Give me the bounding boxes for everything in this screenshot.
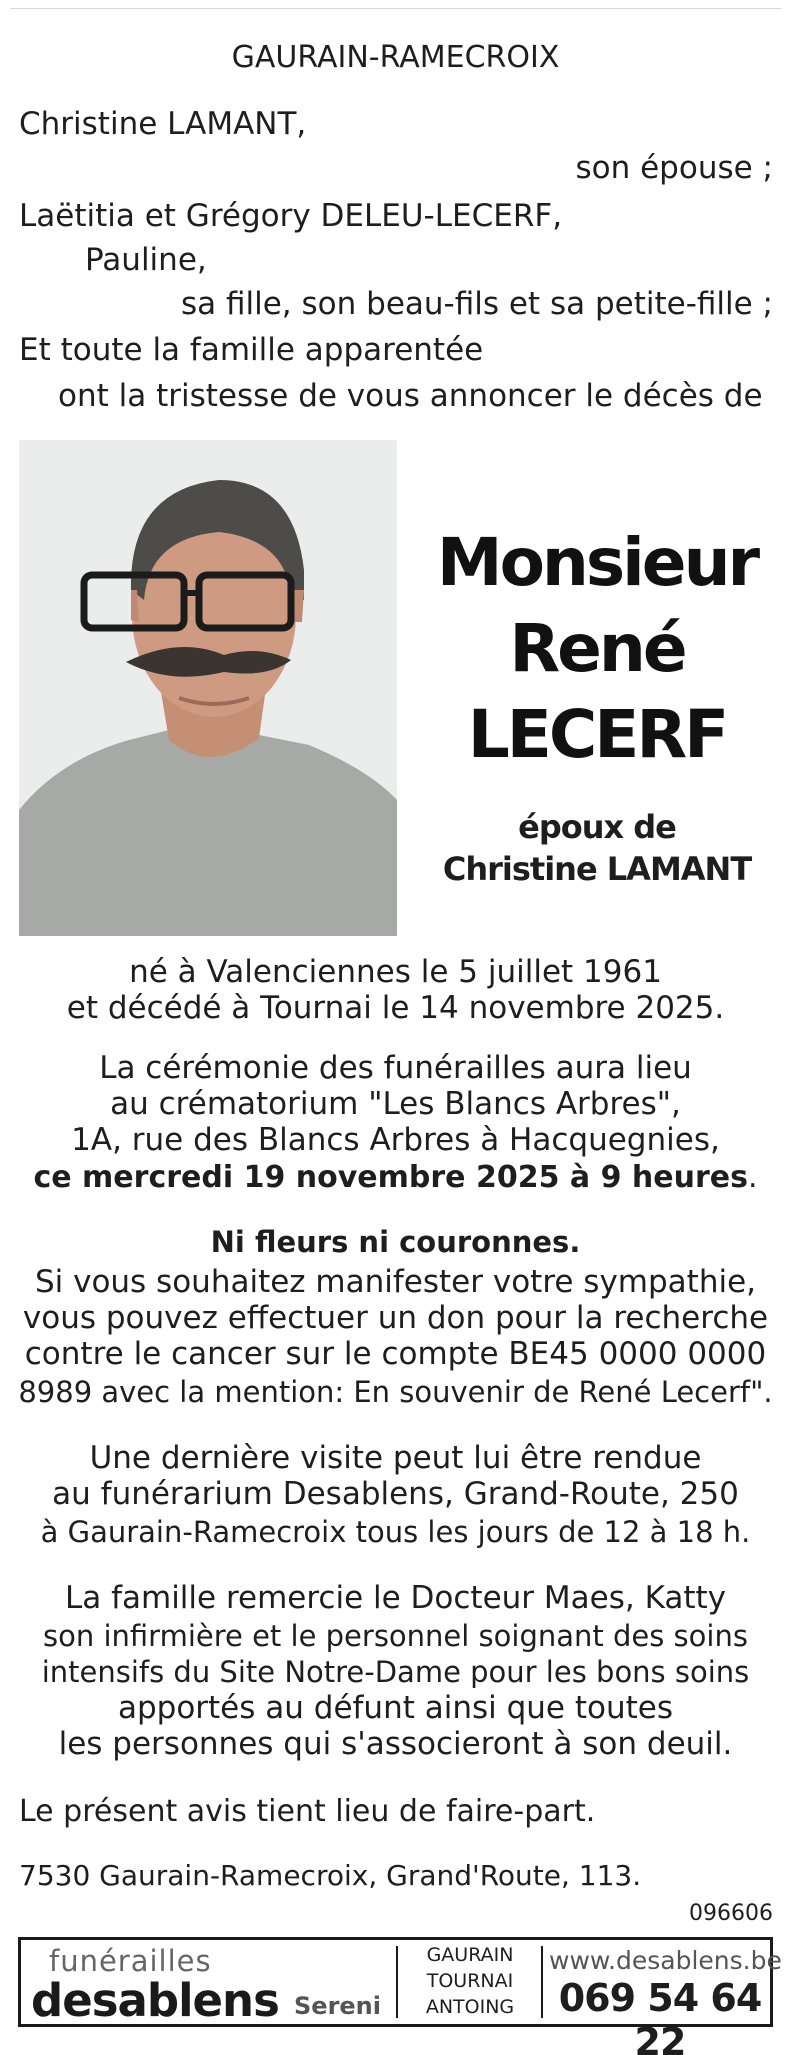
donation-line-3: contre le cancer sur le compte BE45 0000 0000	[24, 1336, 767, 1372]
flowers-notice: Ni fleurs ni couronnes.	[210, 1225, 581, 1259]
family-line-relatives: Et toute la famille apparentée	[19, 332, 484, 368]
deceased-first-name: René	[509, 610, 685, 687]
visit-line-2: au funérarium Desablens, Grand-Route, 250	[52, 1476, 739, 1512]
family-line-spouse-role: son épouse ;	[575, 150, 773, 186]
deceased-name-block	[418, 520, 776, 778]
brand-main-text: desablens	[31, 1974, 279, 2027]
donation-line-1: Si vous souhaitez manifester votre sympathie,	[34, 1264, 757, 1300]
ceremony-line-1: La cérémonie des funérailles aura lieu	[99, 1050, 692, 1086]
header-city: GAURAIN-RAMECROIX	[231, 40, 560, 75]
town-tournai: TOURNAI	[426, 1970, 514, 1992]
visit-line-1: Une dernière visite peut lui être rendue	[89, 1440, 702, 1476]
ceremony-line-4	[0, 1160, 791, 1196]
visit-line-3: à Gaurain-Ramecroix tous les jours de 12 à 18 h.	[40, 1515, 751, 1549]
ceremony-line-3: 1A, rue des Blancs Arbres à Hacquegnies,	[71, 1122, 720, 1158]
notice-line: Le présent avis tient lieu de faire-part.	[19, 1794, 596, 1829]
banner-towns	[401, 1942, 539, 2020]
address-line: 7530 Gaurain-Ramecroix, Grand'Route, 113.	[19, 1859, 642, 1892]
donation-line-4: 8989 avec la mention: En souvenir de René Lecerf".	[18, 1375, 773, 1409]
thanks-line-4: apportés au défunt ainsi que toutes	[117, 1690, 674, 1726]
birth-line: né à Valenciennes le 5 juillet 1961	[129, 954, 662, 990]
family-line-grandchild: Pauline,	[85, 242, 207, 278]
spouse-block	[418, 806, 776, 890]
ceremony-date: ce mercredi 19 novembre 2025 à 9 heures	[33, 1160, 748, 1195]
reference-number: 096606	[689, 1901, 773, 1926]
death-line: et décédé à Tournai le 14 novembre 2025.	[66, 990, 725, 1026]
portrait-photo	[19, 440, 397, 936]
donation-line-2: vous pouvez effectuer un don pour la recherche	[22, 1300, 769, 1336]
thanks-line-5: les personnes qui s'associeront à son deuil.	[58, 1726, 733, 1762]
portrait-illustration	[19, 440, 397, 936]
banner-phone: 069 54 64 22	[558, 1976, 762, 2055]
brand-sub-text: Sereni	[294, 1992, 381, 2020]
banner-divider-1	[396, 1946, 398, 2018]
town-gaurain: GAURAIN	[426, 1944, 514, 1966]
town-antoing: ANTOING	[425, 1996, 515, 2018]
ceremony-date-end: .	[747, 1160, 758, 1195]
brand-top-text: funérailles	[49, 1944, 212, 1978]
family-line-children-role: sa fille, son beau-fils et sa petite-fille ;	[180, 286, 773, 322]
family-line-children: Laëtitia et Grégory DELEU-LECERF,	[19, 198, 563, 234]
thanks-line-3: intensifs du Site Notre-Dame pour les bons soins	[41, 1655, 750, 1689]
banner-website: www.desablens.be	[549, 1946, 782, 1975]
ceremony-line-2: au crématorium "Les Blancs Arbres",	[110, 1086, 681, 1122]
family-line-announcement: ont la tristesse de vous annoncer le décès de	[58, 378, 763, 414]
funeral-home-banner	[18, 1937, 782, 2055]
thanks-line-2: son infirmière et le personnel soignant des soins	[43, 1619, 748, 1653]
family-line-spouse: Christine LAMANT,	[19, 106, 307, 142]
spouse-label: époux de	[518, 808, 676, 846]
deceased-title: Monsieur	[436, 524, 758, 601]
funeral-home-logo	[21, 1940, 394, 2027]
top-border-line	[10, 8, 781, 9]
deceased-last-name: LECERF	[467, 696, 727, 773]
spouse-name: Christine LAMANT	[442, 850, 752, 888]
banner-divider-2	[541, 1946, 543, 2018]
thanks-line-1: La famille remercie le Docteur Maes, Katty	[64, 1580, 727, 1616]
